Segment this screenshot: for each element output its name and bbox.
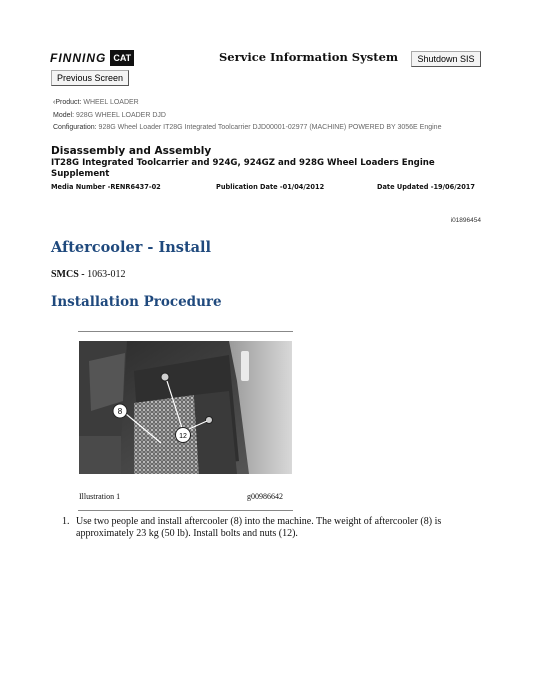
callout-8 (113, 404, 127, 418)
model-key: Model: (53, 112, 75, 119)
step-text: Use two people and install aftercooler (8) into the machine. The weight of aftercooler (8) is approximately 23 kg (50 lb). Install bolts and nuts (12). (76, 516, 442, 539)
media-number: Media Number -RENR6437-02 (51, 183, 161, 191)
page-heading: Aftercooler - Install (51, 239, 212, 256)
shutdown-sis-button[interactable]: Shutdown SIS (411, 51, 481, 67)
illustration-label: Illustration 1 (79, 492, 121, 501)
smcs-code (51, 269, 125, 280)
document-id: i01896454 (450, 217, 481, 224)
callout-8-label: 8 (117, 407, 123, 416)
callout-12 (176, 428, 191, 443)
publication-date: Publication Date -01/04/2012 (216, 183, 325, 191)
illustration-id: g00986642 (247, 492, 283, 501)
model-value: 928G WHEEL LOADER DJD (75, 112, 166, 119)
breadcrumb-model (53, 112, 166, 119)
document-subtitle: IT28G Integrated Toolcarrier and 924G, 924GZ and 928G Wheel Loaders Engine Supplement (51, 158, 435, 179)
configuration-value: 928G Wheel Loader IT28G Integrated Toolcarrier DJD00001-02977 (MACHINE) POWERED BY 3056E Engine (98, 124, 442, 131)
breadcrumb-product (53, 99, 139, 106)
step-number: 1. (62, 516, 70, 527)
breadcrumb-configuration (53, 124, 441, 131)
smcs-label: SMCS - (51, 269, 85, 280)
cat-badge: CAT (110, 50, 134, 66)
back-arrow-icon[interactable]: ‹ (53, 99, 56, 106)
document-title: Disassembly and Assembly (51, 145, 212, 157)
illustration-bottom-divider (78, 510, 293, 511)
date-updated: Date Updated -19/06/2017 (377, 183, 475, 191)
logo-text: FINNING (50, 51, 107, 65)
configuration-key: Configuration: (53, 124, 97, 131)
product-value[interactable]: WHEEL LOADER (83, 99, 139, 106)
aftercooler-illustration (79, 341, 292, 474)
callout-12-label: 12 (179, 433, 187, 440)
product-key: Product: (55, 99, 82, 106)
illustration-top-divider (78, 331, 293, 332)
app-title: Service Information System (219, 50, 399, 64)
smcs-value: 1063-012 (84, 269, 126, 280)
section-heading: Installation Procedure (51, 294, 222, 310)
finning-cat-logo (50, 49, 134, 67)
previous-screen-button[interactable]: Previous Screen (51, 70, 129, 86)
procedure-step (62, 516, 482, 540)
